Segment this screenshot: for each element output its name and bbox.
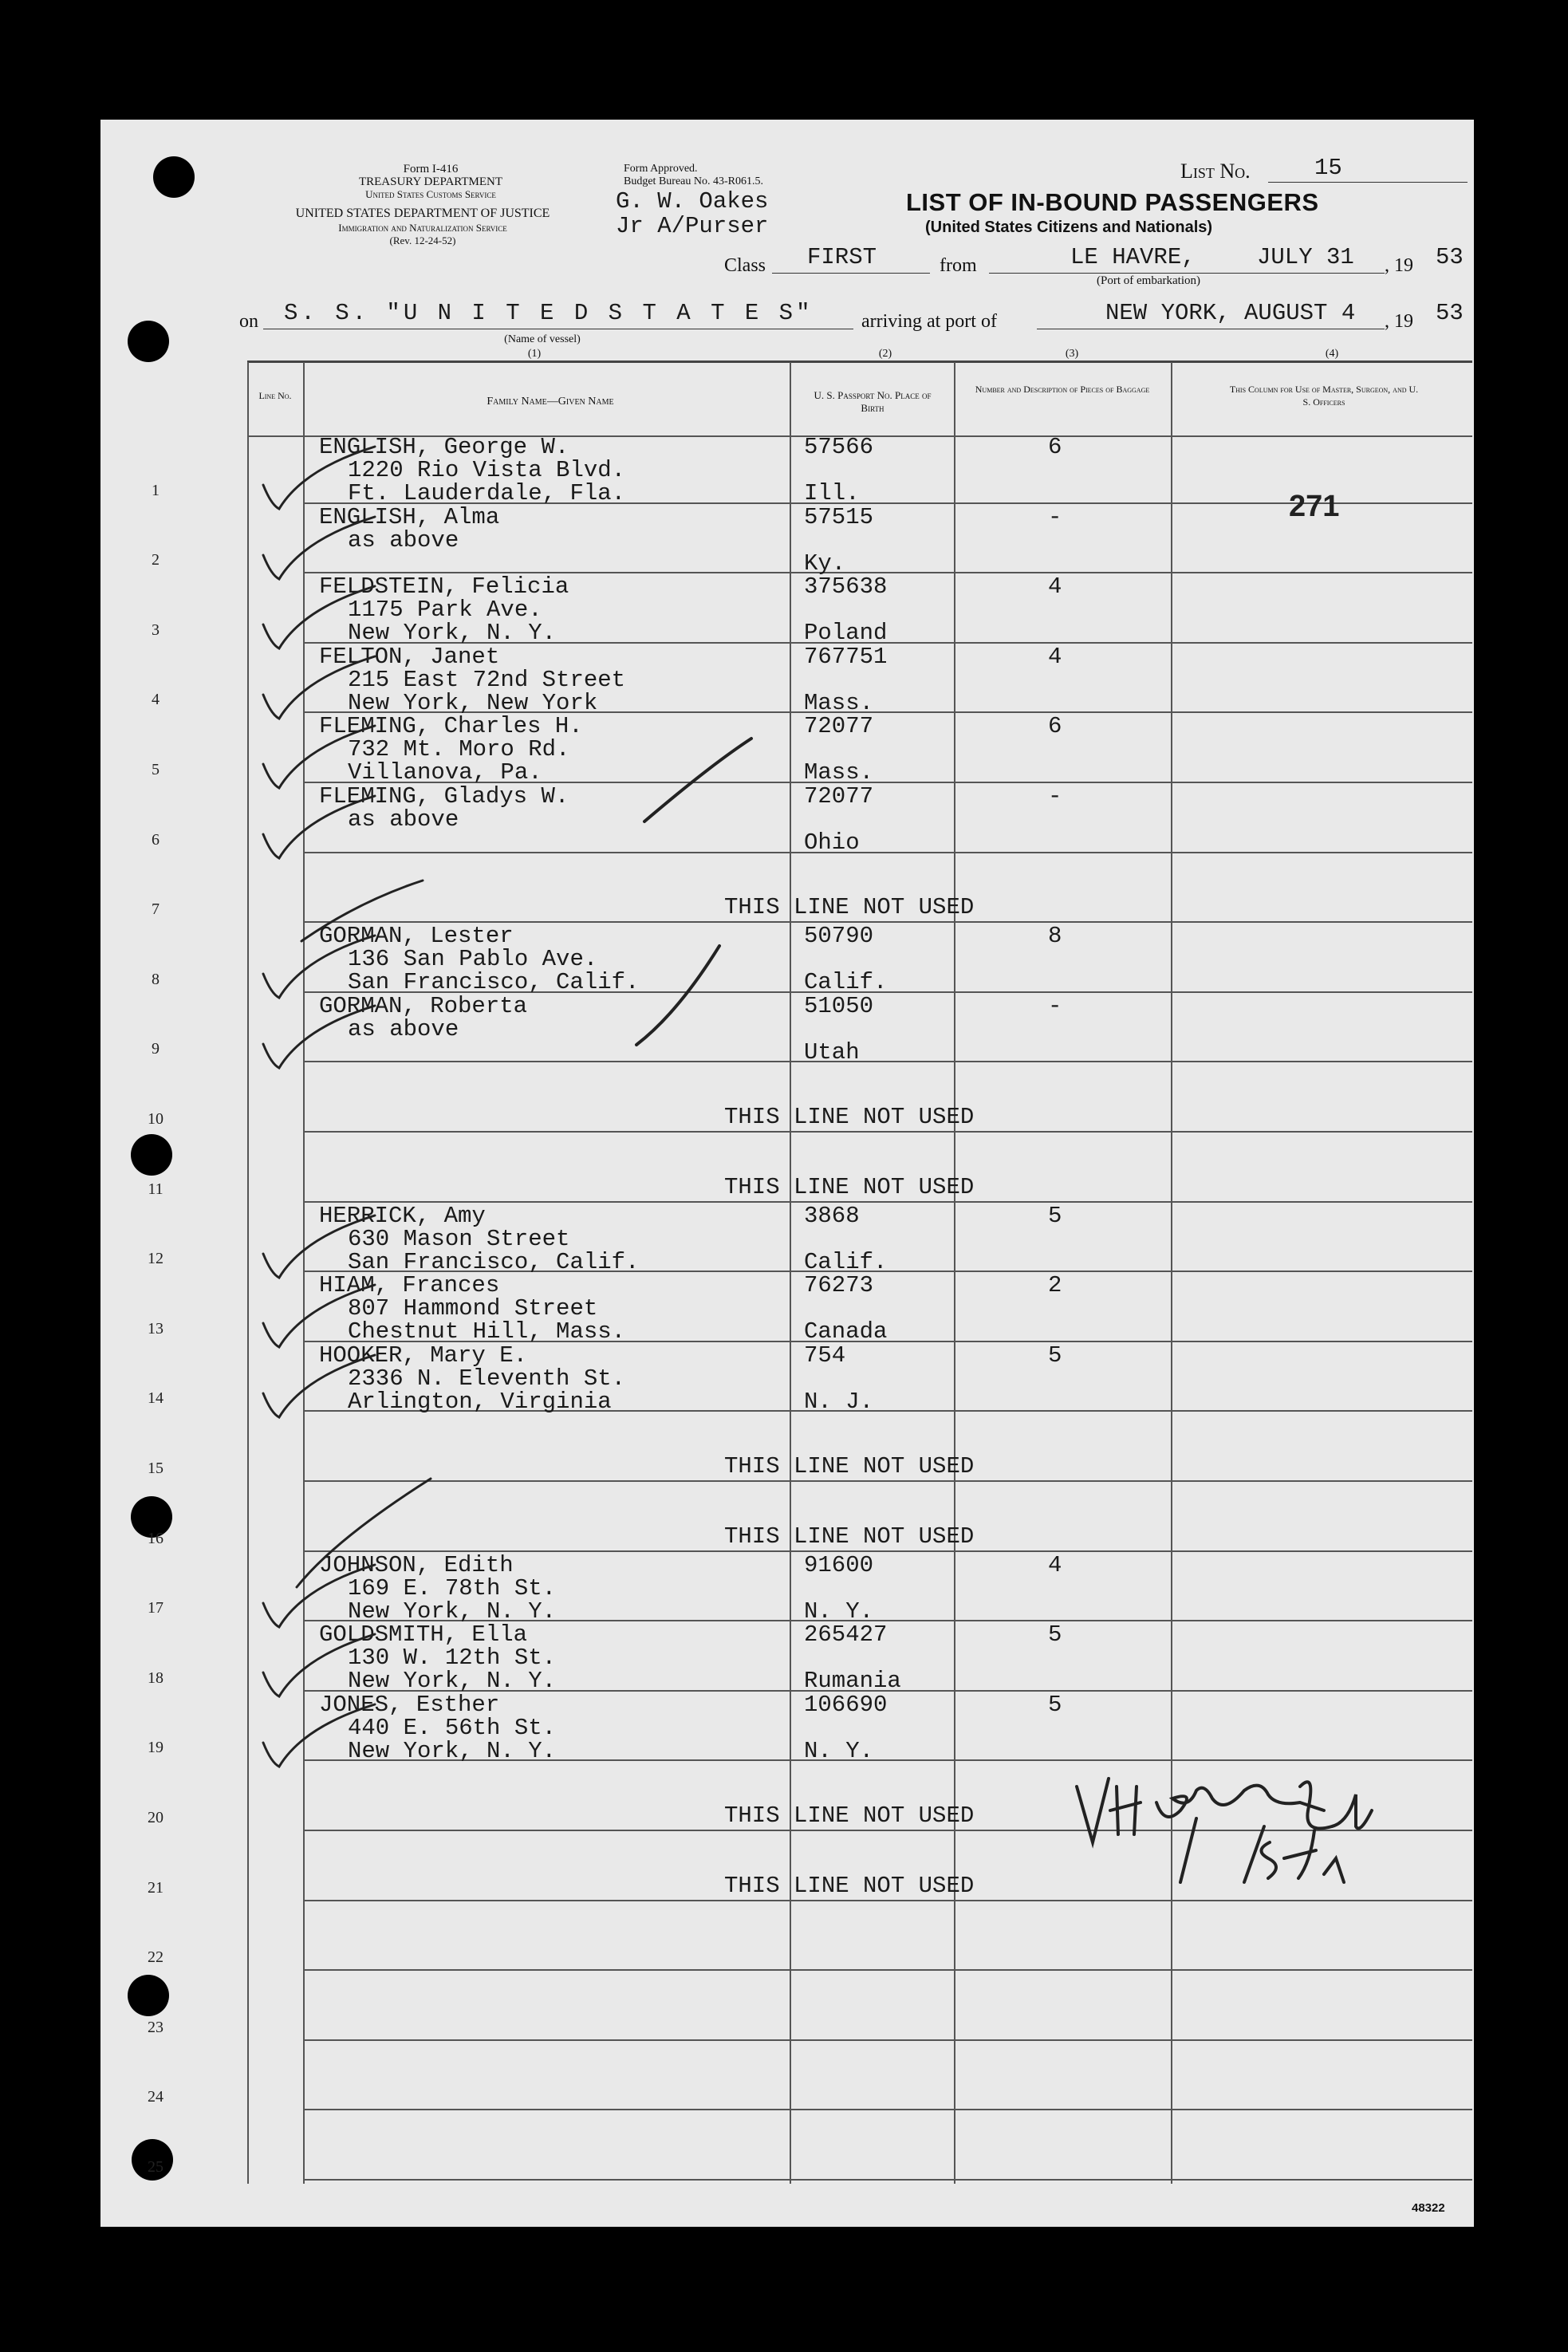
line-number: 21	[148, 1878, 163, 1897]
line-number: 13	[148, 1319, 163, 1338]
place-of-birth: N. Y.	[804, 1598, 874, 1625]
passenger-name: JOHNSON, Edith	[319, 1551, 514, 1578]
passenger-city: New York, N. Y.	[348, 1668, 557, 1695]
baggage-count: 4	[1048, 1551, 1062, 1578]
row-rule	[303, 1969, 1472, 1971]
line-number: 2	[152, 551, 160, 569]
on-label: on	[239, 311, 258, 332]
passenger-city: Arlington, Virginia	[348, 1388, 612, 1415]
passenger-city: New York, N. Y.	[348, 1737, 557, 1764]
passport-number: 767751	[804, 643, 888, 670]
row-rule	[303, 1480, 1472, 1482]
passenger-address: 169 E. 78th St.	[348, 1574, 557, 1601]
line-not-used: THIS LINE NOT USED	[724, 1173, 975, 1200]
class-label: Class	[724, 255, 766, 276]
baggage-count: -	[1048, 992, 1062, 1019]
col-rule-passport	[954, 362, 955, 2184]
passenger-city: New York, New York	[348, 689, 598, 716]
line-number: 12	[148, 1250, 163, 1268]
passport-number: 57515	[804, 503, 874, 530]
baggage-count: 6	[1048, 713, 1062, 740]
passport-number: 375638	[804, 573, 888, 601]
line-number: 25	[148, 2158, 163, 2176]
customs-label: United States Customs Service	[365, 188, 496, 200]
passenger-address: 440 E. 56th St.	[348, 1714, 557, 1741]
passport-number: 50790	[804, 923, 874, 950]
line-not-used: THIS LINE NOT USED	[724, 1802, 975, 1829]
row-rule	[303, 2109, 1472, 2110]
passenger-city: New York, N. Y.	[348, 620, 557, 647]
line-number: 3	[152, 621, 160, 639]
form-number: Form I-416	[403, 163, 459, 175]
check-mark	[255, 1703, 415, 1775]
passport-number: 76273	[804, 1272, 874, 1299]
row-rule	[303, 1061, 1472, 1062]
col2-num: (2)	[878, 348, 892, 360]
passport-number: 3868	[804, 1202, 860, 1229]
passenger-address: as above	[348, 526, 459, 554]
line-number: 6	[152, 830, 160, 849]
line-number: 15	[148, 1460, 163, 1477]
line-not-used: THIS LINE NOT USED	[724, 1872, 975, 1899]
col-heading-officers: This Column for Use of Master, Surgeon, and U. S. Officers	[1229, 384, 1419, 408]
passenger-address: as above	[348, 1015, 459, 1042]
officer-signature	[1061, 1755, 1491, 1914]
line-number: 1	[152, 481, 160, 499]
line-number: 4	[152, 691, 160, 709]
line-number: 24	[148, 2088, 163, 2106]
passenger-city: Chestnut Hill, Mass.	[348, 1318, 626, 1345]
passport-number: 72077	[804, 783, 874, 810]
passport-number: 72077	[804, 713, 874, 740]
passenger-name: ENGLISH, Alma	[319, 503, 500, 530]
passport-number: 91600	[804, 1551, 874, 1578]
passenger-name: FLEMING, Gladys W.	[319, 783, 569, 810]
baggage-count: 5	[1048, 1202, 1062, 1229]
place-of-birth: Ill.	[804, 480, 860, 506]
place-of-birth: N. Y.	[804, 1737, 874, 1764]
col-heading-name: Family Name—Given Name	[487, 396, 614, 408]
place-of-birth: Rumania	[804, 1668, 901, 1695]
baggage-count: 6	[1048, 434, 1062, 460]
line-number: 22	[148, 1948, 163, 1967]
slash-mark	[630, 941, 774, 1053]
passenger-city: Ft. Lauderdale, Fla.	[348, 480, 626, 506]
row-rule	[303, 1131, 1472, 1133]
binder-hole	[128, 321, 169, 362]
row-rule	[303, 2179, 1472, 2181]
row-rule	[303, 2039, 1472, 2041]
line-number: 5	[152, 761, 160, 778]
justice-label: UNITED STATES DEPARTMENT OF JUSTICE	[295, 207, 550, 220]
passport-number: 754	[804, 1341, 846, 1369]
line-number: 11	[148, 1180, 163, 1198]
place-of-birth: Mass.	[804, 689, 874, 716]
place-of-birth: Poland	[804, 620, 888, 647]
passenger-address: 1175 Park Ave.	[348, 597, 542, 624]
baggage-count: -	[1048, 783, 1062, 810]
line-number: 17	[148, 1599, 163, 1617]
col1-num: (1)	[527, 348, 542, 360]
line-not-used: THIS LINE NOT USED	[724, 894, 975, 921]
place-of-birth: N. J.	[804, 1388, 874, 1415]
line-not-used: THIS LINE NOT USED	[724, 1523, 975, 1550]
passport-number: 57566	[804, 434, 874, 460]
passenger-name: FLEMING, Charles H.	[319, 713, 583, 740]
col-rule-left	[247, 362, 249, 2184]
passenger-address: 136 San Pablo Ave.	[348, 946, 598, 973]
arrival-port: NEW YORK, AUGUST 4	[1105, 300, 1356, 326]
row-rule	[303, 852, 1472, 853]
vessel-name: S. S. "U N I T E D S T A T E S"	[284, 300, 814, 326]
check-mark	[255, 1004, 415, 1076]
from-label: from	[940, 255, 977, 276]
passport-number: 265427	[804, 1621, 888, 1649]
passenger-address: 807 Hammond Street	[348, 1295, 598, 1322]
year-2: 53	[1436, 300, 1464, 326]
from-date: JULY 31	[1257, 244, 1354, 270]
passenger-name: FELTON, Janet	[319, 643, 500, 670]
baggage-count: 5	[1048, 1621, 1062, 1649]
line-number: 18	[148, 1668, 163, 1687]
purser-title: Jr A/Purser	[616, 213, 769, 239]
port-embarkation-caption: (Port of embarkation)	[1097, 274, 1200, 287]
manifest-subtitle: (United States Citizens and Nationals)	[925, 219, 1213, 236]
passenger-city: New York, N. Y.	[348, 1598, 557, 1625]
place-of-birth: Canada	[804, 1318, 888, 1345]
vessel-caption: (Name of vessel)	[504, 333, 581, 345]
line-not-used: THIS LINE NOT USED	[724, 1104, 975, 1130]
class-value: FIRST	[807, 244, 877, 270]
col3-num: (3)	[1065, 348, 1079, 360]
line-number: 16	[148, 1529, 163, 1547]
list-no-label: List No.	[1180, 160, 1251, 183]
line-number: 14	[148, 1389, 163, 1408]
treasury-label: TREASURY DEPARTMENT	[358, 175, 503, 188]
check-mark	[255, 794, 415, 866]
table-top-rule	[247, 360, 1472, 363]
passenger-name: GORMAN, Lester	[319, 923, 514, 950]
place-of-birth: Ky.	[804, 550, 846, 577]
col-heading-line: Line No.	[258, 390, 292, 401]
budget-number: Budget Bureau No. 43-R061.5.	[624, 175, 763, 187]
baggage-count: 4	[1048, 573, 1062, 601]
passport-number: 51050	[804, 992, 874, 1019]
passenger-name: GORMAN, Roberta	[319, 992, 528, 1019]
binder-hole	[128, 1975, 169, 2016]
passenger-name: HERRICK, Amy	[319, 1202, 486, 1229]
passenger-address: 630 Mason Street	[348, 1225, 570, 1252]
baggage-count: 4	[1048, 643, 1062, 670]
line-number: 7	[152, 900, 160, 919]
stamp-number: 271	[1289, 490, 1340, 523]
baggage-count: 2	[1048, 1272, 1062, 1299]
slash-mark	[638, 734, 782, 829]
passenger-name: ENGLISH, George W.	[319, 434, 569, 460]
year-prefix-1: , 19	[1385, 255, 1413, 276]
list-no-underline	[1268, 182, 1468, 183]
class-underline	[772, 273, 930, 274]
purser-name: G. W. Oakes	[616, 188, 769, 215]
from-underline	[989, 273, 1385, 274]
passenger-address: 130 W. 12th St.	[348, 1645, 557, 1672]
passenger-address: as above	[348, 806, 459, 833]
check-mark	[255, 1353, 415, 1425]
passenger-name: GOLDSMITH, Ella	[319, 1621, 528, 1649]
line-number: 20	[148, 1809, 163, 1826]
form-approved: Form Approved.	[624, 163, 698, 175]
place-of-birth: Ohio	[804, 829, 860, 856]
passenger-address: 215 East 72nd Street	[348, 666, 626, 693]
place-of-birth: Utah	[804, 1038, 860, 1066]
passenger-address: 2336 N. Eleventh St.	[348, 1365, 626, 1392]
col-heading-passport: U. S. Passport No. Place of Birth	[814, 389, 932, 414]
manifest-title: LIST OF IN-BOUND PASSENGERS	[906, 188, 1319, 216]
line-number: 8	[152, 970, 160, 988]
binder-hole	[131, 1134, 172, 1176]
line-number: 9	[152, 1040, 160, 1058]
line-number: 23	[148, 2018, 163, 2036]
place-of-birth: Calif.	[804, 1248, 888, 1275]
slash-mark	[295, 877, 455, 949]
arriving-label: arriving at port of	[861, 311, 997, 332]
passenger-address: 1220 Rio Vista Blvd.	[348, 457, 626, 483]
baggage-count: 5	[1048, 1341, 1062, 1369]
year-1: 53	[1436, 244, 1464, 270]
line-number: 10	[148, 1110, 163, 1128]
line-number: 19	[148, 1739, 163, 1757]
year-prefix-2: , 19	[1385, 311, 1413, 332]
baggage-count: -	[1048, 503, 1062, 530]
slash-mark	[287, 1475, 447, 1595]
col-heading-baggage: Number and Description of Pieces of Baggage	[975, 384, 1150, 395]
passport-number: 106690	[804, 1691, 888, 1718]
baggage-count: 5	[1048, 1691, 1062, 1718]
passenger-name: FELDSTEIN, Felicia	[319, 573, 569, 601]
list-no-value: 15	[1314, 155, 1342, 181]
passenger-address: 732 Mt. Moro Rd.	[348, 736, 570, 763]
place-of-birth: Calif.	[804, 969, 888, 996]
rev-label: (Rev. 12-24-52)	[389, 234, 456, 246]
passenger-city: San Francisco, Calif.	[348, 1248, 640, 1275]
ins-label: Immigration and Naturalization Service	[338, 222, 507, 234]
line-not-used: THIS LINE NOT USED	[724, 1453, 975, 1479]
passenger-name: HOOKER, Mary E.	[319, 1341, 528, 1369]
baggage-count: 8	[1048, 923, 1062, 950]
passenger-city: San Francisco, Calif.	[348, 969, 640, 996]
footer-code: 48322	[1412, 2201, 1445, 2215]
place-of-birth: Mass.	[804, 759, 874, 786]
col-rule-name	[790, 362, 791, 2184]
binder-hole	[153, 156, 195, 198]
passenger-city: Villanova, Pa.	[348, 759, 542, 786]
passenger-name: HIAM, Frances	[319, 1272, 500, 1299]
passenger-name: JONES, Esther	[319, 1691, 500, 1718]
col4-num: (4)	[1325, 348, 1339, 360]
from-port: LE HAVRE,	[1070, 244, 1196, 270]
